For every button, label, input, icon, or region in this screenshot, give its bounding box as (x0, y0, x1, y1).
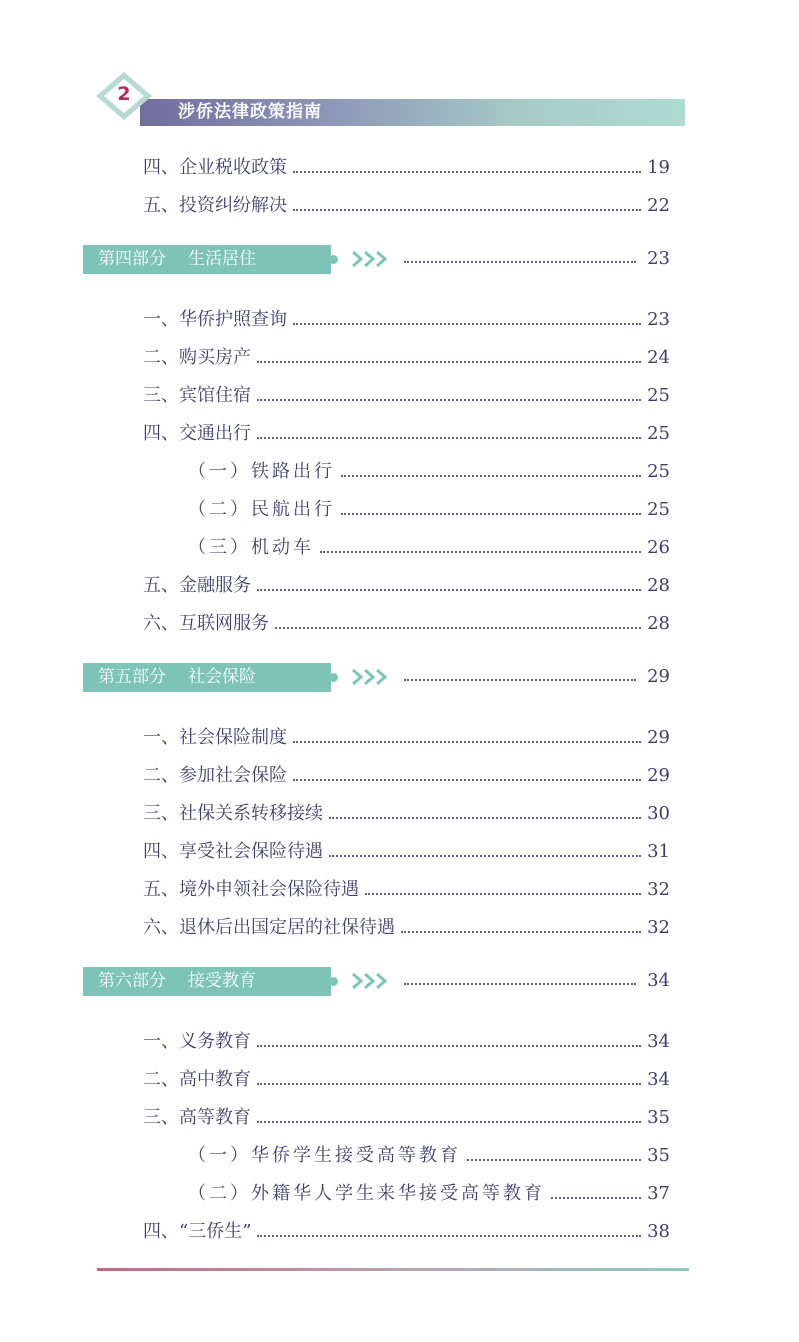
leader-dots (329, 817, 641, 819)
entry-page-number: 29 (647, 765, 670, 786)
leader-dots (257, 1235, 641, 1237)
toc-entry[interactable] (143, 343, 670, 371)
toc-entry[interactable] (143, 419, 670, 447)
entry-page-number: 28 (647, 613, 670, 634)
toc-subentry[interactable] (188, 1141, 670, 1169)
toc-subentry[interactable] (188, 495, 670, 523)
page-number: 2 (117, 83, 131, 105)
section-page-number: 23 (647, 248, 670, 269)
section-dot (329, 977, 338, 986)
toc-subentry[interactable] (188, 457, 670, 485)
entry-title: 五、投资纠纷解决 (143, 195, 287, 216)
entry-page-number: 29 (647, 727, 670, 748)
section-label: 第六部分 (98, 971, 166, 991)
toc-entry[interactable] (143, 799, 670, 827)
entry-title: （一）铁路出行 (188, 461, 335, 482)
leader-dots (320, 551, 641, 553)
toc-entry[interactable] (143, 1027, 670, 1055)
leader-dots (257, 399, 641, 401)
entry-title: 六、退休后出国定居的社保待遇 (143, 917, 395, 938)
leader-dots (293, 741, 641, 743)
entry-page-number: 25 (647, 385, 670, 406)
entry-page-number: 24 (647, 347, 670, 368)
leader-dots (293, 779, 641, 781)
toc-entry[interactable] (143, 837, 670, 865)
entry-page-number: 25 (647, 499, 670, 520)
toc-entry[interactable] (143, 913, 670, 941)
footer-rule (97, 1268, 689, 1271)
entry-title: 五、金融服务 (143, 575, 251, 596)
entry-title: 五、境外申领社会保险待遇 (143, 879, 359, 900)
entry-page-number: 31 (647, 841, 670, 862)
entry-page-number: 30 (647, 803, 670, 824)
entry-title: （二）外籍华人学生来华接受高等教育 (188, 1183, 545, 1204)
section-leader-dots (404, 983, 636, 985)
toc-entry[interactable] (143, 761, 670, 789)
leader-dots (257, 589, 641, 591)
leader-dots (293, 171, 641, 173)
leader-dots (551, 1197, 641, 1199)
section-dot (329, 255, 338, 264)
section-page-number: 34 (647, 970, 670, 991)
section-leader-dots (404, 679, 636, 681)
entry-title: 一、社会保险制度 (143, 727, 287, 748)
toc-entry[interactable] (143, 381, 670, 409)
entry-title: 二、购买房产 (143, 347, 251, 368)
toc-entry[interactable] (143, 1103, 670, 1131)
entry-page-number: 23 (647, 309, 670, 330)
entry-title: 一、义务教育 (143, 1031, 251, 1052)
section-label: 第四部分 (98, 249, 166, 269)
toc-entry[interactable] (143, 305, 670, 333)
section-name: 社会保险 (188, 667, 256, 687)
toc-entry[interactable] (143, 191, 670, 219)
section-dot (329, 673, 338, 682)
entry-title: （三）机动车 (188, 537, 314, 558)
entry-page-number: 34 (647, 1031, 670, 1052)
toc-entry[interactable] (143, 723, 670, 751)
entry-title: 四、企业税收政策 (143, 157, 287, 178)
entry-page-number: 32 (647, 879, 670, 900)
toc-entry[interactable] (143, 571, 670, 599)
book-title: 涉侨法律政策指南 (178, 102, 322, 122)
leader-dots (401, 931, 641, 933)
leader-dots (341, 513, 641, 515)
toc-subentry[interactable] (188, 533, 670, 561)
section-leader-dots (404, 261, 636, 263)
toc-entry[interactable] (143, 609, 670, 637)
leader-dots (257, 437, 641, 439)
leader-dots (257, 1045, 641, 1047)
entry-page-number: 28 (647, 575, 670, 596)
entry-page-number: 25 (647, 461, 670, 482)
entry-title: 四、“三侨生” (143, 1221, 252, 1242)
entry-page-number: 35 (647, 1107, 670, 1128)
entry-page-number: 19 (647, 157, 670, 178)
entry-page-number: 37 (647, 1183, 670, 1204)
entry-title: 六、互联网服务 (143, 613, 269, 634)
chevrons-right-icon (351, 667, 391, 687)
entry-page-number: 32 (647, 917, 670, 938)
section-page-number: 29 (647, 666, 670, 687)
entry-title: 三、高等教育 (143, 1107, 251, 1128)
entry-page-number: 35 (647, 1145, 670, 1166)
entry-title: 四、享受社会保险待遇 (143, 841, 323, 862)
entry-title: （一）华侨学生接受高等教育 (188, 1145, 461, 1166)
entry-page-number: 25 (647, 423, 670, 444)
entry-title: 二、高中教育 (143, 1069, 251, 1090)
chevrons-right-icon (351, 249, 391, 269)
section-label: 第五部分 (98, 667, 166, 687)
entry-title: 三、宾馆住宿 (143, 385, 251, 406)
entry-title: 三、社保关系转移接续 (143, 803, 323, 824)
leader-dots (257, 1083, 641, 1085)
entry-page-number: 22 (647, 195, 670, 216)
section-heading[interactable] (83, 245, 331, 274)
entry-page-number: 38 (647, 1221, 670, 1242)
entry-title: 二、参加社会保险 (143, 765, 287, 786)
section-name: 接受教育 (188, 971, 256, 991)
toc-entry[interactable] (143, 1217, 670, 1245)
toc-subentry[interactable] (188, 1179, 670, 1207)
toc-entry[interactable] (143, 875, 670, 903)
section-name: 生活居住 (188, 249, 256, 269)
leader-dots (365, 893, 641, 895)
leader-dots (293, 323, 641, 325)
chevrons-right-icon (351, 971, 391, 991)
leader-dots (293, 209, 641, 211)
section-heading[interactable] (83, 663, 331, 692)
leader-dots (467, 1159, 641, 1161)
entry-title: 四、交通出行 (143, 423, 251, 444)
leader-dots (341, 475, 641, 477)
leader-dots (275, 627, 641, 629)
toc-entry[interactable] (143, 153, 670, 181)
entry-title: （二）民航出行 (188, 499, 335, 520)
entry-page-number: 34 (647, 1069, 670, 1090)
section-heading[interactable] (83, 967, 331, 996)
entry-page-number: 26 (647, 537, 670, 558)
leader-dots (329, 855, 641, 857)
leader-dots (257, 361, 641, 363)
leader-dots (257, 1121, 641, 1123)
toc-entry[interactable] (143, 1065, 670, 1093)
entry-title: 一、华侨护照查询 (143, 309, 287, 330)
